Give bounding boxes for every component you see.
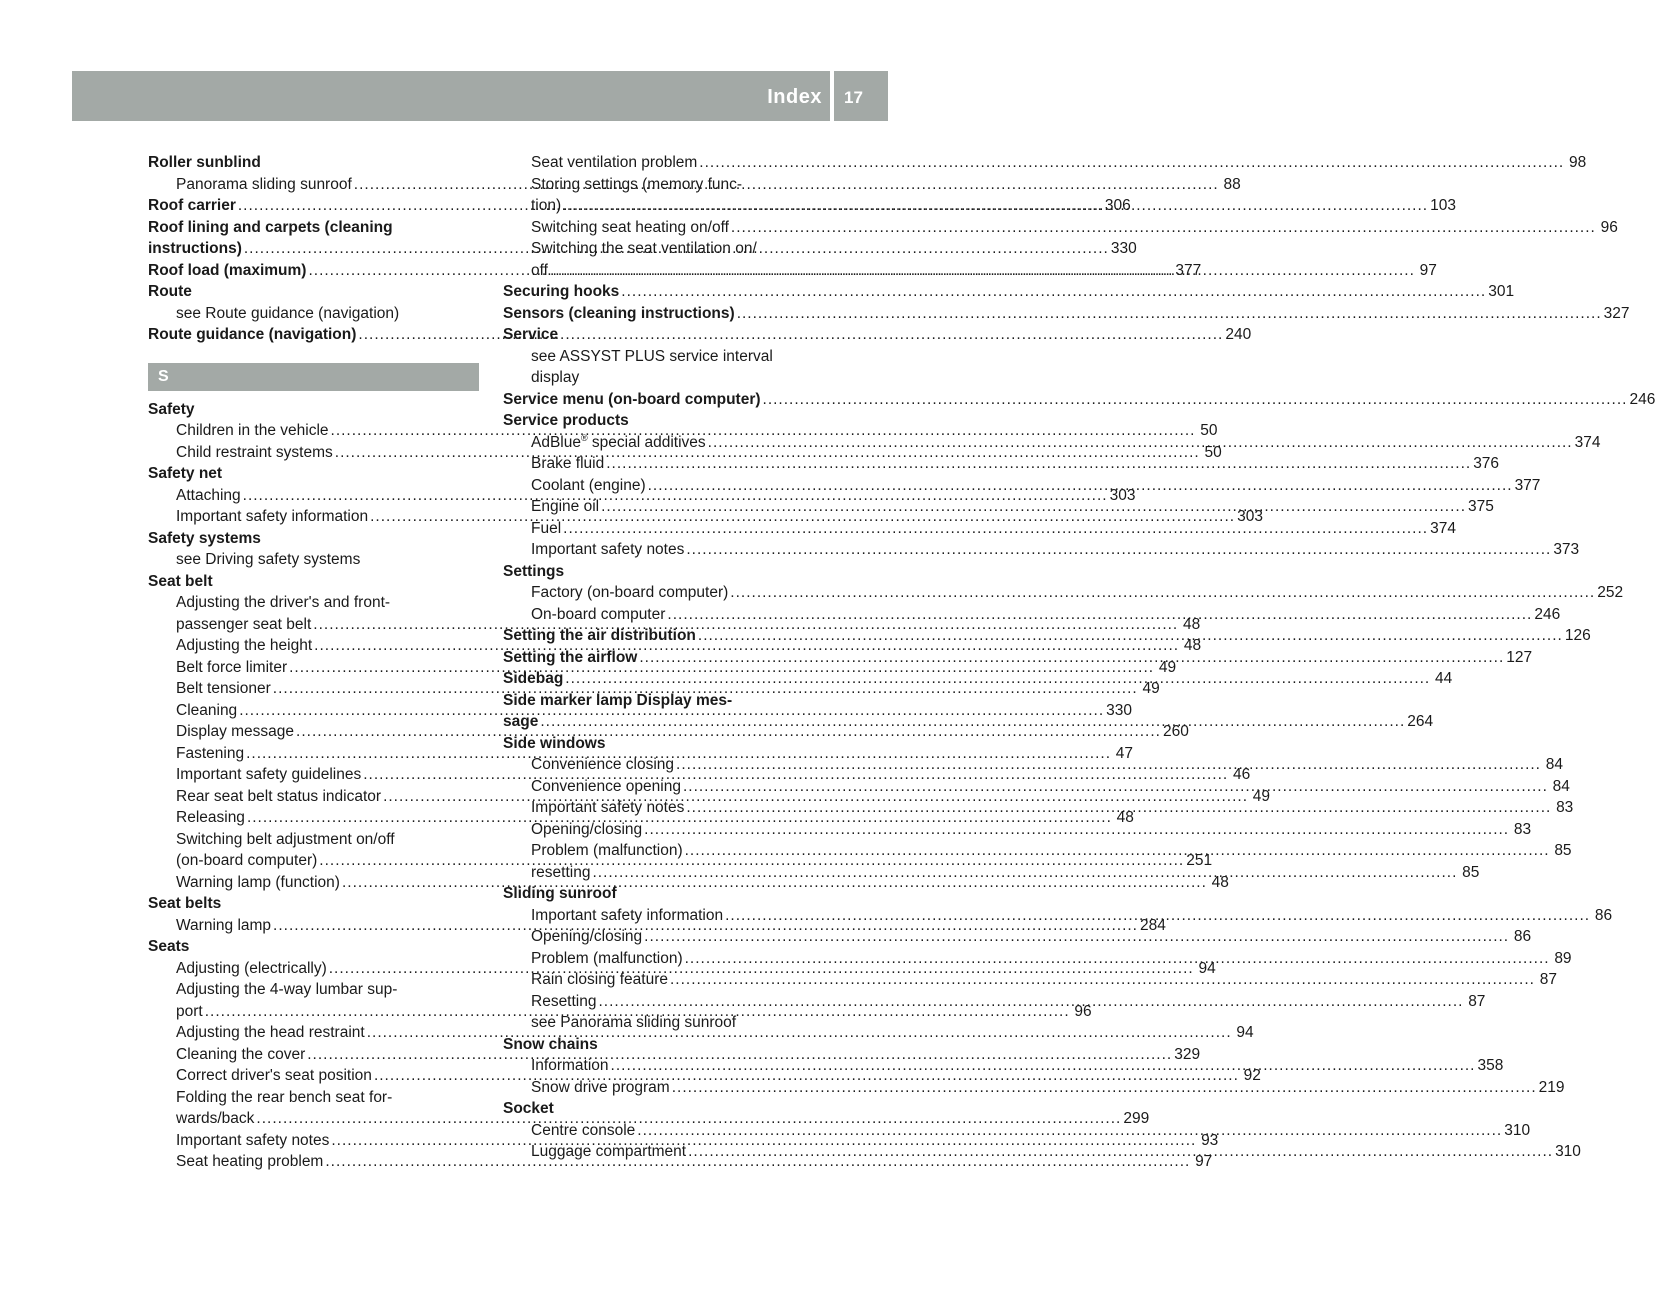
entry-label — [531, 926, 642, 948]
entry-label — [531, 948, 683, 970]
leader-dots — [737, 303, 1602, 325]
index-subentry — [503, 926, 1532, 948]
header-divider — [830, 71, 834, 121]
page-reference: 46 — [1232, 766, 1251, 783]
index-subentry — [503, 539, 1580, 561]
page-reference: 373 — [1553, 541, 1580, 558]
page-reference: 264 — [1407, 713, 1434, 730]
page-reference: 301 — [1488, 283, 1515, 300]
entry-label — [176, 721, 294, 743]
entry-text: Adjusting the head restraint — [176, 1024, 365, 1041]
index-heading: Route — [148, 283, 192, 300]
entry-label — [176, 915, 271, 937]
entry-label — [531, 1141, 686, 1163]
entry-text: Opening/closing — [531, 820, 643, 838]
entry-text: passenger seat belt — [176, 615, 312, 633]
page-reference: 303 — [1109, 486, 1136, 504]
index-subentry-text: Folding the rear bench seat for- — [176, 1088, 393, 1106]
entry-label — [503, 303, 735, 325]
entry-label — [531, 582, 728, 604]
entry-label — [176, 1151, 323, 1173]
page-reference: 299 — [1123, 1110, 1150, 1127]
page-reference: 87 — [1539, 971, 1557, 988]
page-reference: 246 — [1534, 605, 1561, 623]
leader-dots — [621, 281, 1486, 303]
index-heading: Service — [503, 326, 559, 343]
entry-label — [531, 862, 590, 884]
entry-label — [531, 1077, 670, 1099]
page-reference: 310 — [1504, 1121, 1531, 1139]
entry-text: instructions) — [148, 240, 242, 257]
entry-text: Attaching — [176, 486, 241, 504]
index-subentry-text: display — [531, 369, 580, 386]
page-reference: 48 — [1183, 637, 1202, 654]
entry-text: Route guidance (navigation) — [148, 326, 357, 343]
entry-label — [531, 539, 684, 561]
entry-text: Adjusting the height — [176, 637, 313, 654]
page-reference: 47 — [1115, 744, 1134, 762]
entry-text: Setting the air distribution — [503, 627, 696, 644]
page-reference: 50 — [1204, 443, 1222, 461]
entry-label — [176, 1001, 203, 1023]
page-reference: 96 — [1074, 1002, 1092, 1020]
leader-dots — [731, 217, 1596, 239]
index-heading: Roller sunblind — [148, 154, 261, 171]
entry-label — [176, 174, 352, 196]
index-subentry-text: Switching belt adjustment on/off — [176, 830, 395, 848]
index-heading: Snow chains — [503, 1035, 598, 1053]
index-heading-entry — [503, 389, 1655, 411]
entry-text: Sensors (cleaning instructions) — [503, 304, 735, 322]
entry-text: Resetting — [531, 992, 597, 1010]
entry-label — [531, 217, 729, 239]
entry-label — [176, 1108, 254, 1130]
leader-dots — [598, 991, 1463, 1013]
leader-dots — [686, 797, 1551, 819]
page-reference: 50 — [1200, 422, 1218, 439]
entry-text: Adjusting (electrically) — [176, 959, 327, 977]
entry-text: Child restraint systems — [176, 443, 333, 461]
leader-dots — [637, 1120, 1502, 1142]
section-letter-s: S — [148, 363, 479, 391]
entry-label — [503, 389, 761, 411]
entry-text: Display message — [176, 723, 295, 740]
entry-text: Correct driver's seat position — [176, 1067, 372, 1084]
page-reference: 260 — [1162, 723, 1189, 740]
entry-label — [176, 678, 271, 700]
entry-label — [503, 668, 563, 690]
entry-text: Engine oil — [531, 498, 600, 515]
entry-label — [176, 1044, 305, 1066]
leader-dots — [763, 389, 1628, 411]
index-subentry-text: Adjusting the 4-way lumbar sup- — [176, 981, 398, 998]
page-reference: 85 — [1554, 842, 1572, 859]
entry-label — [176, 614, 311, 636]
entry-text: Seat ventilation problem — [531, 154, 698, 171]
entry-label — [176, 420, 329, 442]
index-subentry — [503, 1077, 1565, 1099]
entry-label — [531, 475, 646, 497]
entry-label — [531, 969, 668, 991]
entry-label — [176, 635, 312, 657]
page-reference: 374 — [1574, 433, 1601, 451]
page-section-title: Index — [767, 86, 822, 108]
entry-label — [503, 647, 637, 669]
index-subentry — [503, 453, 1500, 475]
entry-label — [176, 850, 317, 872]
leader-dots — [601, 496, 1466, 518]
entry-label — [176, 872, 340, 894]
entry-label — [531, 991, 596, 1013]
leader-dots — [648, 475, 1513, 497]
entry-text: Sidebag — [503, 670, 564, 687]
entry-text: Important safety information — [531, 906, 724, 924]
entry-label — [531, 604, 665, 626]
page-reference: 358 — [1477, 1057, 1504, 1074]
page-reference: 48 — [1211, 873, 1229, 891]
entry-label — [531, 496, 599, 518]
leader-dots — [685, 948, 1550, 970]
entry-text: Opening/closing — [531, 928, 643, 945]
entry-text: Seat heating problem — [176, 1153, 324, 1170]
page-reference: 219 — [1538, 1078, 1565, 1096]
page-reference: 306 — [1104, 197, 1131, 214]
page-reference: 127 — [1506, 648, 1533, 666]
index-heading: Seat belts — [148, 895, 222, 912]
page-reference: 103 — [1430, 197, 1456, 214]
entry-label — [176, 700, 237, 722]
index-heading: Side marker lamp Display mes- — [503, 691, 733, 709]
index-subentry — [503, 152, 1587, 174]
page-reference: 374 — [1430, 519, 1456, 537]
entry-text: port — [176, 1002, 203, 1020]
entry-text: Convenience closing — [531, 756, 675, 773]
leader-dots — [699, 152, 1564, 174]
entry-label — [531, 905, 723, 927]
page-reference: 93 — [1201, 1131, 1219, 1149]
page-reference: 89 — [1554, 949, 1572, 967]
index-subentry-text: see Route guidance (navigation) — [176, 304, 400, 322]
entry-label — [531, 453, 604, 475]
entry-label — [503, 625, 696, 647]
leader-dots — [639, 647, 1504, 669]
leader-dots — [540, 711, 1405, 733]
index-heading: Sliding sunroof — [503, 885, 617, 902]
entry-label — [531, 754, 674, 776]
entry-text: (on-board computer) — [176, 852, 318, 869]
index-heading: Safety systems — [148, 529, 261, 547]
entry-label — [176, 1130, 329, 1152]
index-subentry — [503, 217, 1618, 239]
leader-dots — [563, 195, 1428, 217]
page-reference: 83 — [1556, 799, 1574, 816]
page-reference: 94 — [1236, 1024, 1254, 1041]
page-reference: 83 — [1513, 820, 1532, 838]
leader-dots — [550, 260, 1415, 282]
page-reference: 49 — [1142, 680, 1160, 697]
page-reference: 97 — [1195, 1153, 1213, 1170]
entry-label — [176, 1065, 372, 1087]
index-subentry-text: see Driving safety systems — [176, 551, 361, 568]
entry-text: Roof load (maximum) — [148, 261, 307, 279]
index-subentry-text: see Panorama sliding sunroof — [531, 1014, 737, 1031]
index-heading: Settings — [503, 562, 565, 580]
entry-text: wards/back — [176, 1110, 255, 1127]
leader-dots — [611, 1055, 1476, 1077]
index-heading: Socket — [503, 1100, 554, 1117]
leader-dots — [644, 926, 1509, 948]
entry-label — [531, 152, 697, 174]
entry-text: Problem (malfunction) — [531, 949, 683, 967]
page-reference: 327 — [1603, 304, 1630, 322]
page-reference: 44 — [1435, 670, 1453, 687]
page-reference: 310 — [1555, 1143, 1581, 1160]
entry-text: Service menu (on-board computer) — [503, 390, 761, 408]
index-subentry-text: see ASSYST PLUS service interval — [531, 347, 773, 365]
entry-text: Warning lamp — [176, 916, 272, 934]
entry-label — [531, 776, 681, 798]
entry-text: resetting — [531, 863, 591, 881]
page-reference: 48 — [1116, 809, 1134, 826]
page-reference: 86 — [1594, 906, 1613, 924]
page-reference: 376 — [1473, 455, 1500, 472]
leader-dots — [730, 582, 1595, 604]
page-reference: 85 — [1462, 863, 1480, 881]
entry-text: Securing hooks — [503, 283, 620, 300]
index-subentry — [503, 582, 1624, 604]
entry-label — [176, 506, 368, 528]
entry-text: Problem (malfunction) — [531, 842, 683, 859]
page-reference: 329 — [1174, 1045, 1201, 1063]
leader-dots — [688, 1141, 1553, 1163]
index-subentry — [503, 819, 1532, 841]
entry-text: Important safety notes — [531, 799, 685, 816]
page-number: 17 — [844, 88, 863, 107]
index-subentry — [503, 969, 1557, 991]
page-reference: 86 — [1513, 928, 1532, 945]
index-heading: Service products — [503, 412, 629, 429]
entry-label — [531, 1055, 609, 1077]
entry-text: Important safety guidelines — [176, 766, 362, 783]
entry-label — [176, 807, 245, 829]
entry-text: Brake fluid — [531, 455, 605, 472]
leader-dots — [672, 1077, 1537, 1099]
page-reference: 252 — [1597, 584, 1624, 601]
entry-label — [176, 786, 381, 808]
entry-text: Panorama sliding sunroof — [176, 175, 352, 193]
page-reference: 330 — [1110, 240, 1137, 257]
page-reference: 49 — [1252, 787, 1271, 805]
index-subentry-text: Storing settings (memory func- — [531, 175, 743, 193]
page-reference: 246 — [1629, 390, 1655, 408]
entry-text: Belt force limiter — [176, 658, 288, 676]
leader-dots — [676, 754, 1541, 776]
entry-label — [148, 260, 306, 282]
entry-text: Roof carrier — [148, 197, 236, 214]
page-reference: 87 — [1468, 992, 1486, 1010]
page-reference: 375 — [1468, 498, 1494, 515]
entry-text: Snow drive program — [531, 1078, 670, 1096]
leader-dots — [686, 539, 1551, 561]
page-reference: 94 — [1198, 959, 1216, 977]
entry-label — [176, 1022, 365, 1044]
entry-text: Rear seat belt status indicator — [176, 787, 382, 805]
entry-text: Convenience opening — [531, 777, 681, 795]
entry-label — [148, 195, 236, 217]
entry-text: Fuel — [531, 519, 562, 537]
entry-label — [531, 518, 561, 540]
page-reference: 330 — [1106, 701, 1133, 719]
entry-label — [531, 797, 684, 819]
page-reference: 84 — [1545, 756, 1563, 773]
entry-text: On-board computer — [531, 605, 666, 623]
entry-label — [503, 281, 619, 303]
leader-dots — [708, 432, 1573, 454]
entry-label — [531, 840, 683, 862]
page-reference: 251 — [1186, 852, 1213, 869]
entry-label — [503, 711, 538, 733]
registered-mark: ® — [580, 432, 588, 443]
leader-dots — [592, 862, 1457, 884]
entry-text: Warning lamp (function) — [176, 873, 340, 891]
page-reference: 49 — [1158, 658, 1177, 676]
leader-dots — [565, 668, 1430, 690]
entry-text: Cleaning the cover — [176, 1045, 306, 1063]
index-heading: Seat belt — [148, 572, 213, 590]
entry-text: Important safety notes — [531, 541, 685, 558]
entry-text: Rain closing feature — [531, 971, 668, 988]
entry-label — [531, 1120, 635, 1142]
leader-dots — [644, 819, 1509, 841]
leader-dots — [667, 604, 1532, 626]
page-reference: 48 — [1183, 615, 1201, 633]
leader-dots — [685, 840, 1550, 862]
entry-text: Centre console — [531, 1121, 636, 1139]
entry-text: sage — [503, 713, 539, 730]
index-heading: Safety — [148, 400, 195, 418]
entry-text: Luggage compartment — [531, 1143, 687, 1160]
entry-label — [176, 657, 287, 679]
entry-label — [176, 442, 333, 464]
entry-text: Setting the airflow — [503, 648, 638, 666]
entry-text: Important safety notes — [176, 1131, 330, 1149]
index-subentry-text: Adjusting the driver's and front- — [176, 594, 391, 611]
entry-text: Releasing — [176, 809, 245, 826]
entry-text: AdBlue — [531, 433, 581, 451]
index-heading: Safety net — [148, 465, 223, 482]
entry-text: off — [531, 261, 548, 279]
entry-text: Important safety information — [176, 508, 369, 525]
page-reference: 92 — [1243, 1067, 1261, 1084]
entry-label — [176, 743, 244, 765]
entry-text: Belt tensioner — [176, 680, 271, 697]
entry-text: Factory (on-board computer) — [531, 584, 729, 601]
index-subentry — [503, 518, 1456, 540]
entry-label — [148, 238, 242, 260]
entry-text-suffix: special additives — [587, 433, 706, 451]
page-reference: 88 — [1223, 175, 1241, 193]
entry-text: Cleaning — [176, 701, 238, 719]
leader-dots — [698, 625, 1563, 647]
leader-dots — [563, 518, 1428, 540]
entry-text: Children in the vehicle — [176, 422, 329, 439]
entry-label — [176, 958, 327, 980]
entry-label — [531, 195, 561, 217]
leader-dots — [606, 453, 1471, 475]
page-reference: 377 — [1514, 476, 1541, 494]
index-heading: Seats — [148, 938, 190, 955]
page-reference: 377 — [1175, 261, 1202, 279]
entry-text: tion) — [531, 197, 562, 214]
page-reference: 284 — [1140, 916, 1166, 934]
entry-label — [531, 432, 706, 454]
leader-dots — [670, 969, 1535, 991]
page-reference: 240 — [1225, 326, 1252, 343]
entry-label — [531, 819, 642, 841]
entry-text: Coolant (engine) — [531, 476, 646, 494]
entry-label — [531, 260, 548, 282]
entry-label — [176, 485, 241, 507]
index-heading: Roof lining and carpets (cleaning — [148, 218, 393, 236]
page-reference: 303 — [1237, 508, 1263, 525]
entry-text: Fastening — [176, 744, 245, 762]
entry-label — [176, 764, 361, 786]
index-heading-entry — [503, 281, 1515, 303]
entry-label — [148, 324, 356, 346]
leader-dots — [683, 776, 1548, 798]
page-reference: 96 — [1600, 218, 1618, 236]
entry-text: Switching seat heating on/off — [531, 218, 729, 236]
entry-text: Information — [531, 1057, 609, 1074]
index-subentry-text: Switching the seat ventilation on/ — [531, 240, 757, 257]
page-reference: 98 — [1569, 154, 1587, 171]
page-reference: 126 — [1564, 627, 1591, 644]
page-reference: 84 — [1552, 777, 1570, 795]
index-heading-entry — [503, 303, 1630, 325]
index-heading: Side windows — [503, 734, 606, 752]
leader-dots — [725, 905, 1590, 927]
page-reference: 97 — [1419, 261, 1437, 279]
